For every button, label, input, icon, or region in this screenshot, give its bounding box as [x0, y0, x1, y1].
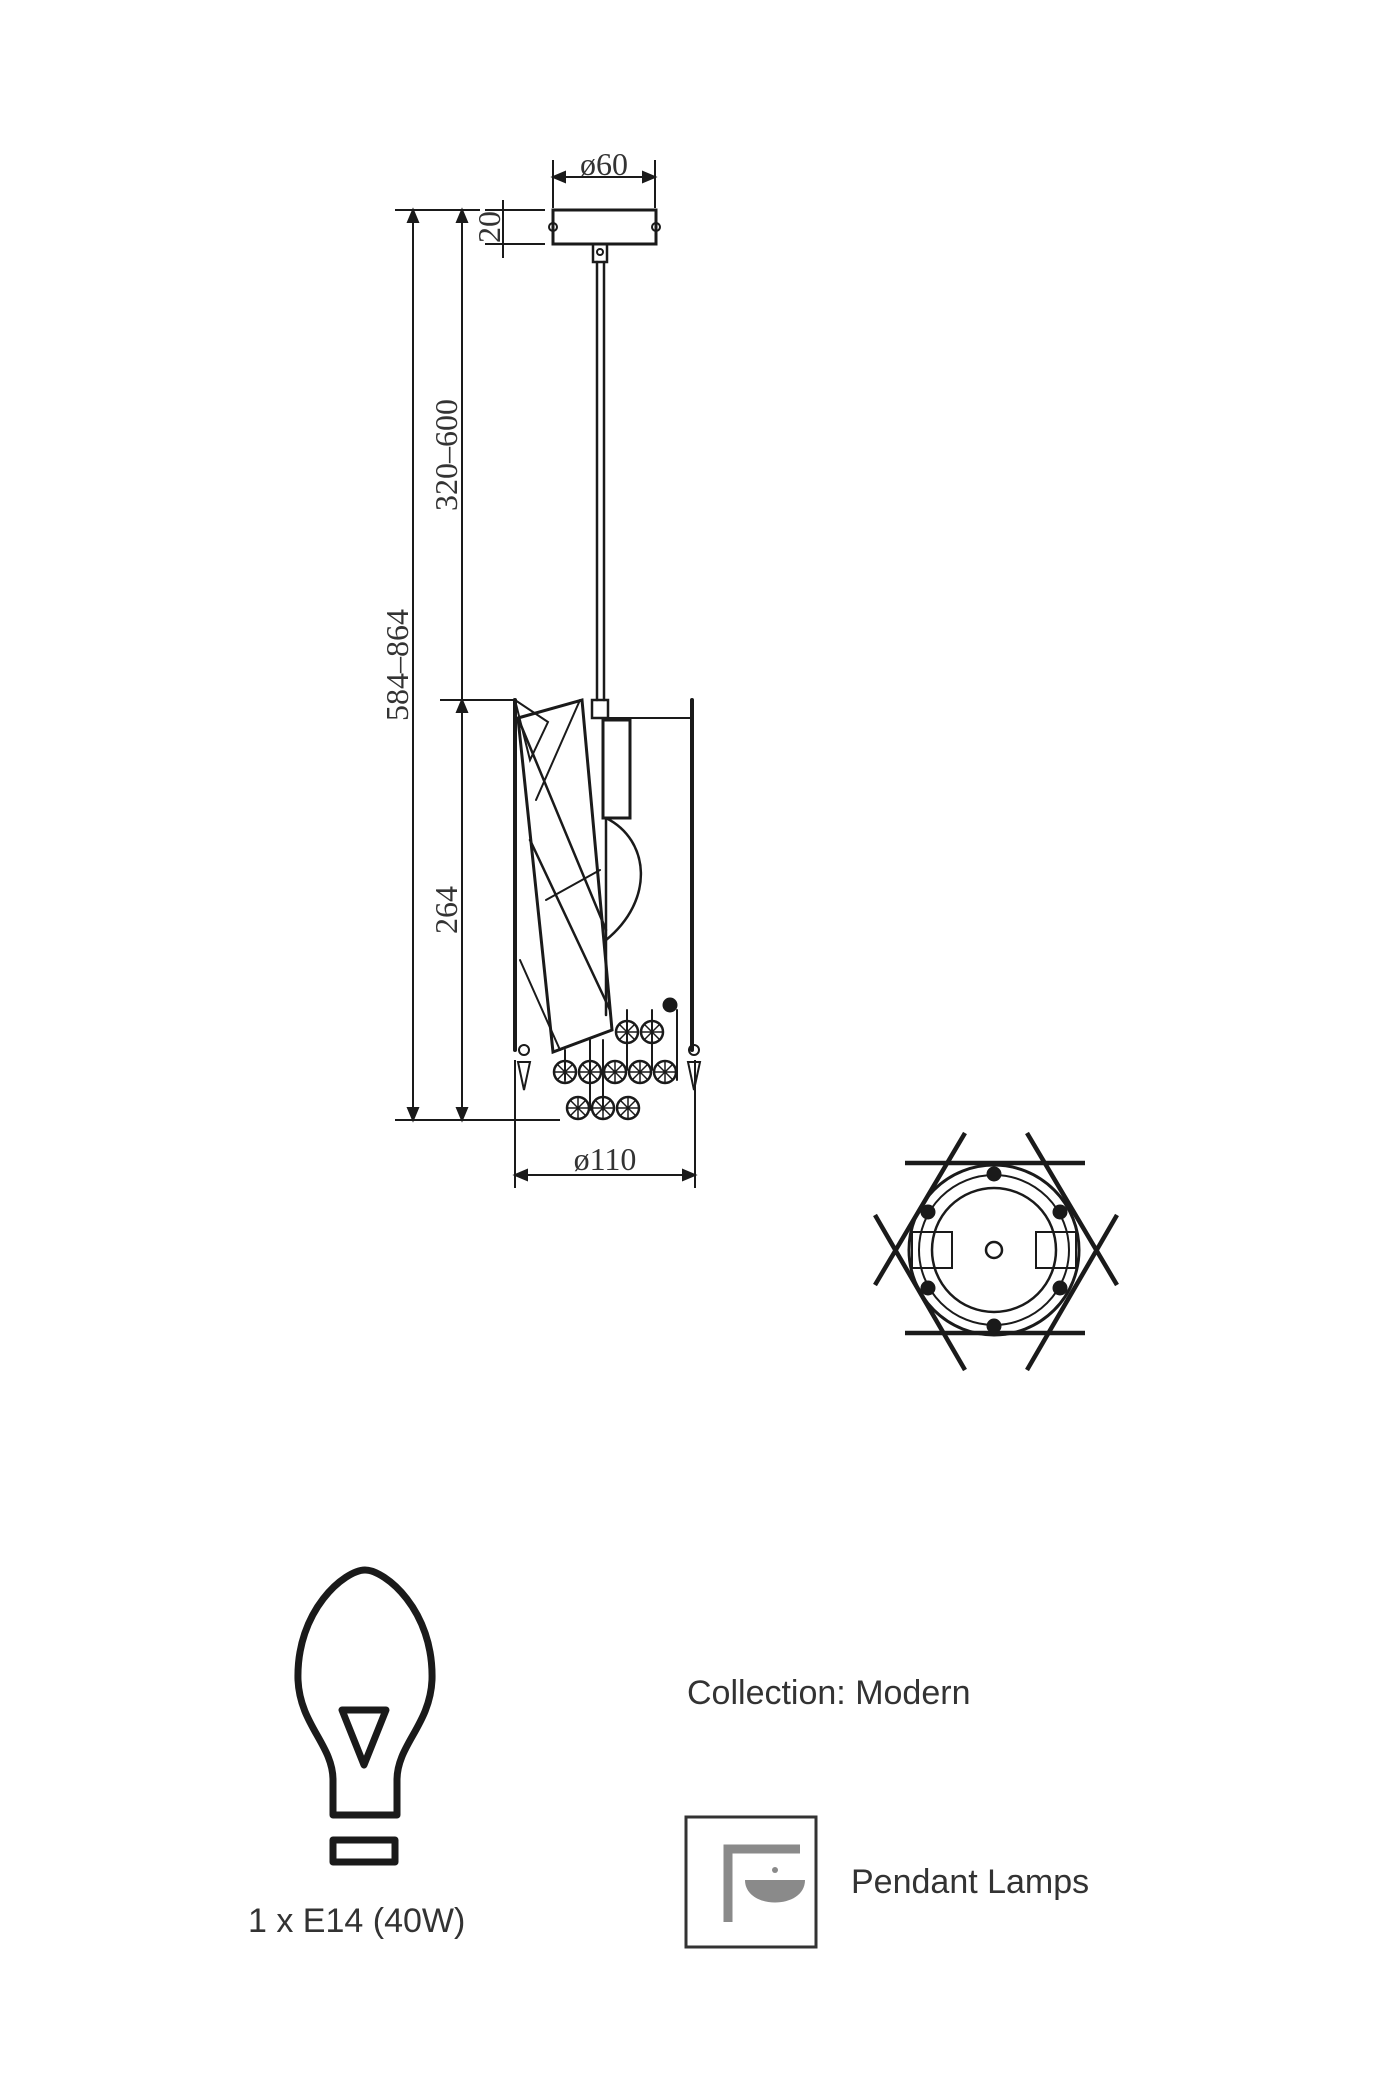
suspension-rod [593, 244, 607, 262]
light-bulb-icon [298, 1570, 432, 1862]
pendant-lamp-icon [686, 1817, 816, 1947]
rod-length-label: 320–600 [428, 399, 464, 511]
lamp-side-view [515, 210, 700, 1119]
socket-center [986, 1242, 1002, 1258]
canopy [553, 210, 656, 244]
shade-diameter-label: ø110 [573, 1141, 637, 1177]
category-label: Pendant Lamps [851, 1863, 1090, 1901]
canopy-diameter-label: ø60 [580, 146, 628, 182]
socket-spec-label: 1 x E14 (40W) [248, 1902, 466, 1940]
shade-height-label: 264 [428, 886, 464, 934]
canopy-height-label: 20 [471, 211, 507, 243]
collection-label: Collection: Modern [687, 1674, 971, 1712]
lamp-bottom-view [875, 1133, 1117, 1370]
total-height-label: 584–864 [379, 609, 415, 721]
